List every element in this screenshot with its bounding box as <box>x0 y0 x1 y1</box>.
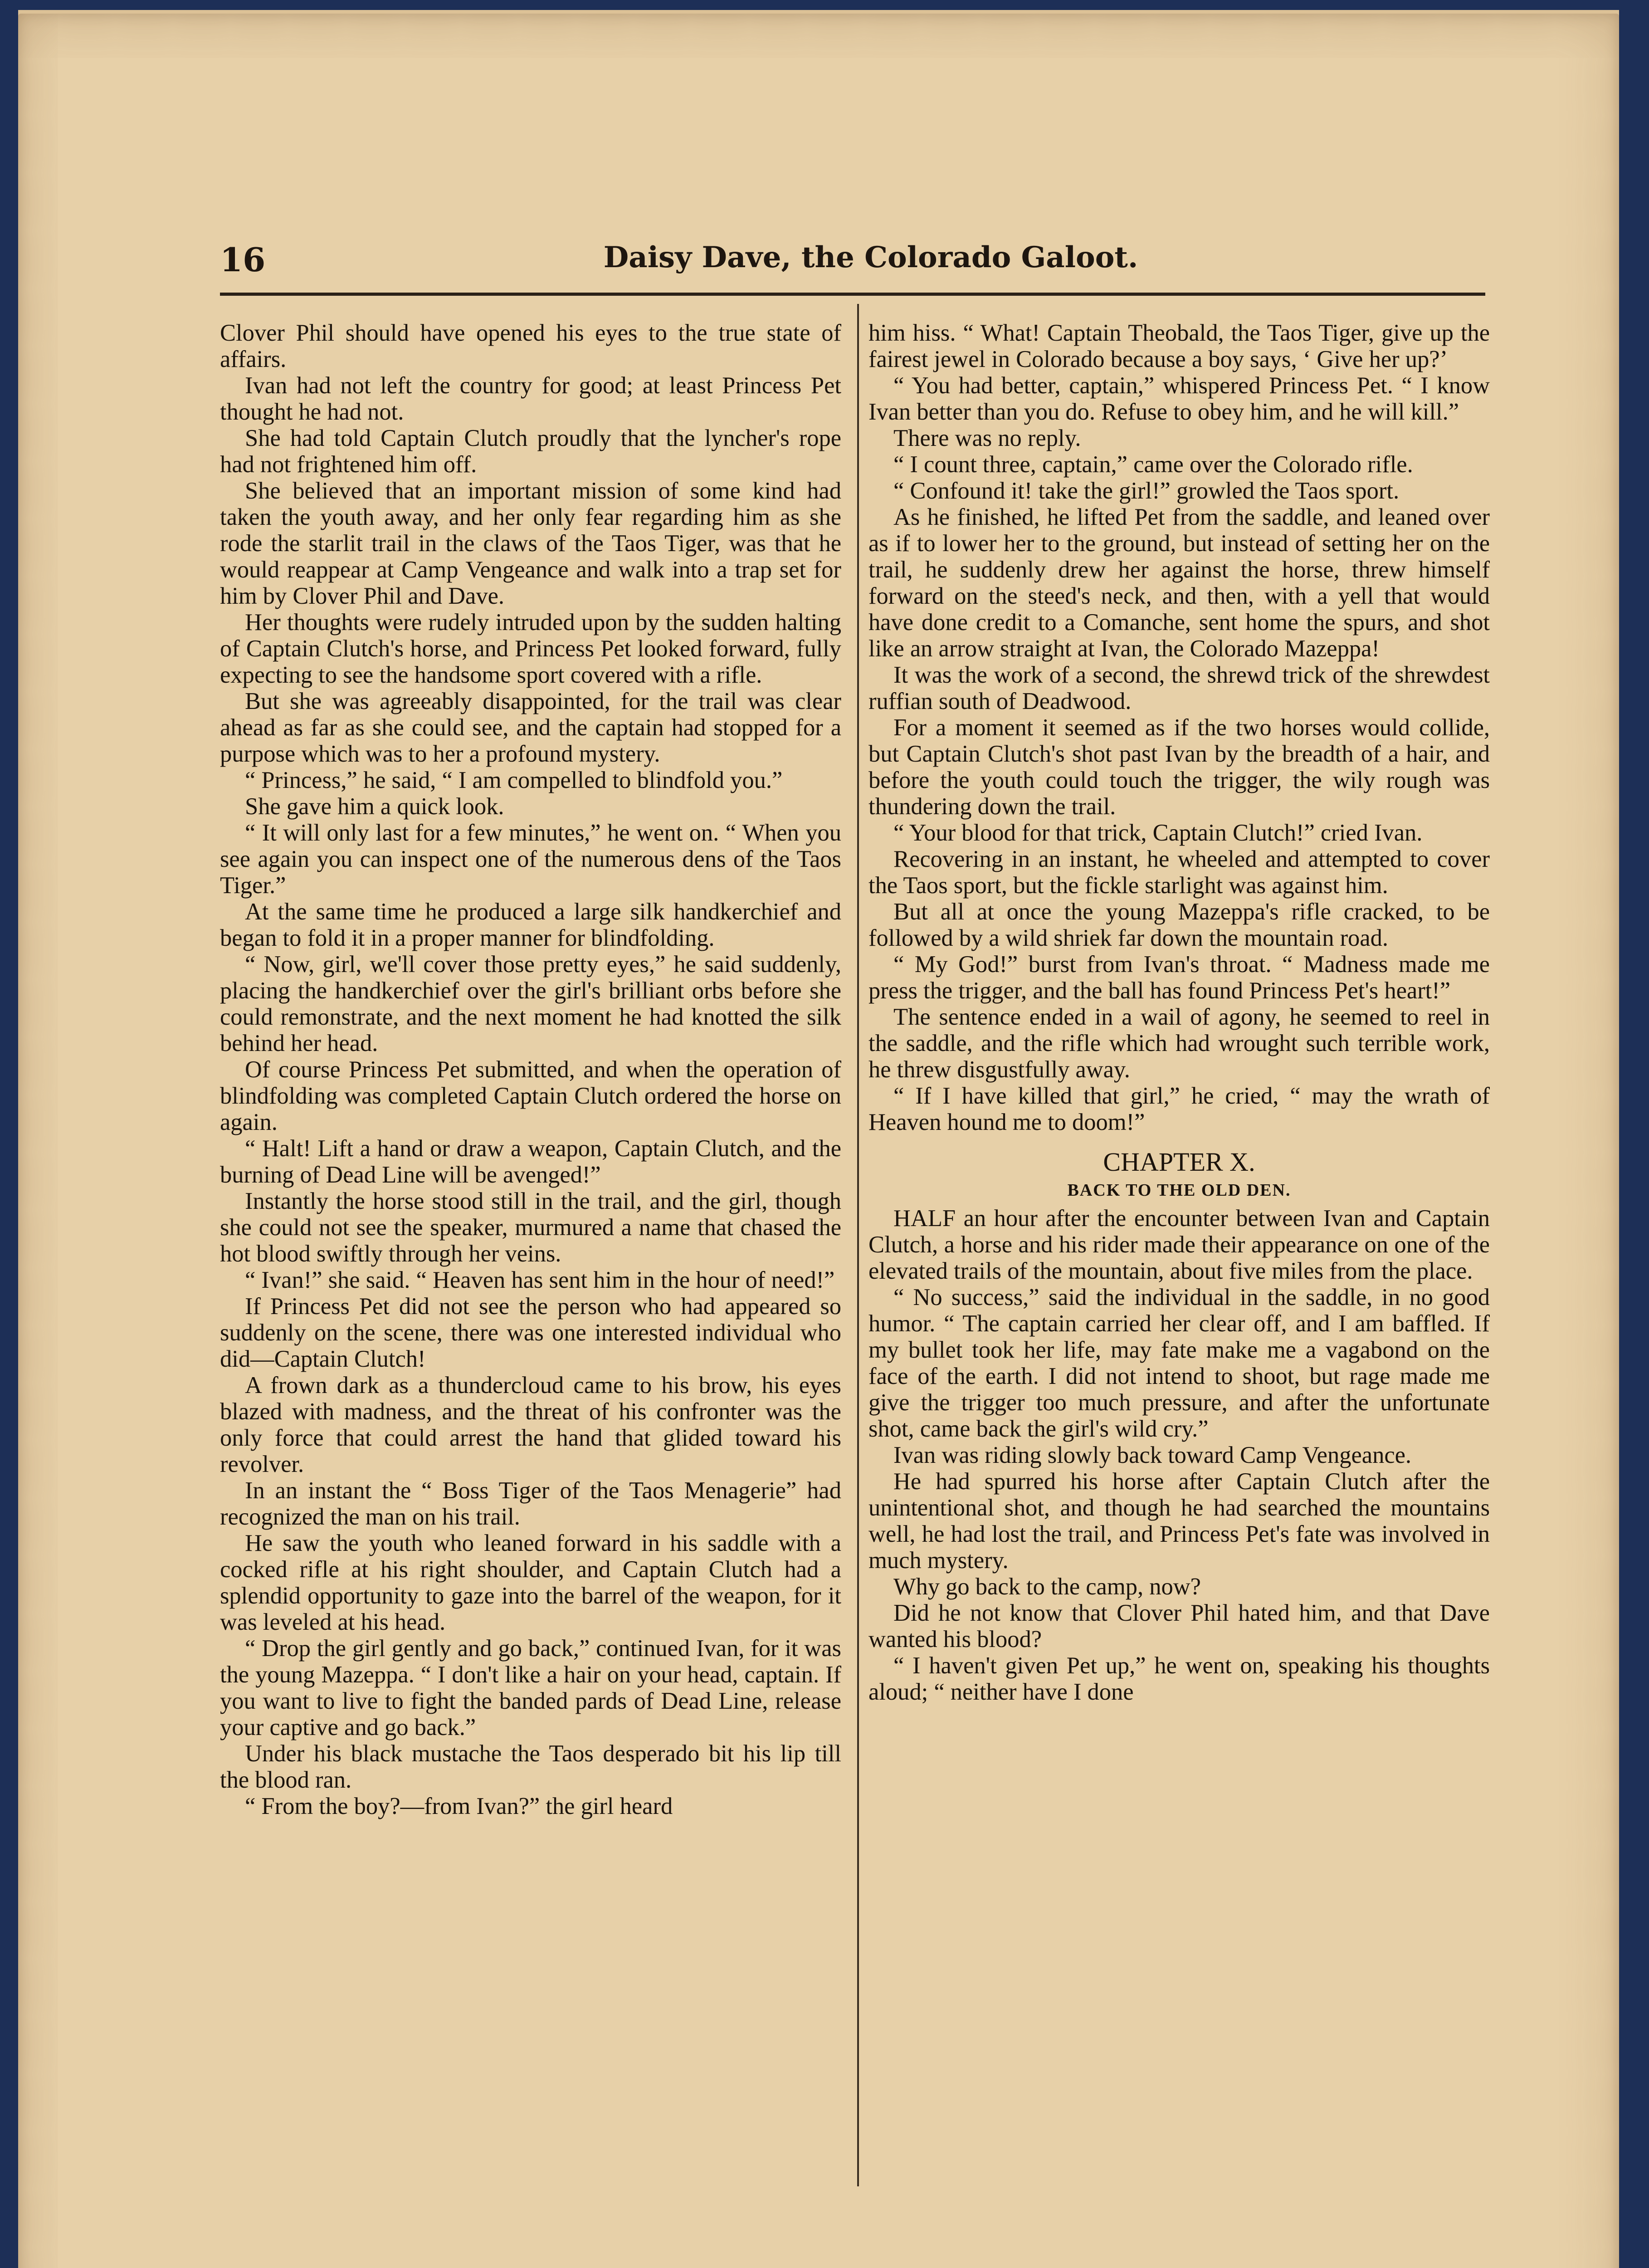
paragraph: If Princess Pet did not see the person who had appeared so suddenly on the scene, there was one interested individual who did—Captain Clutch! <box>220 1293 841 1372</box>
paragraph: In an instant the “ Boss Tiger of the Taos Menagerie” had recognized the man on his trail. <box>220 1477 841 1530</box>
column-divider <box>857 304 859 2186</box>
paragraph: She had told Captain Clutch proudly that the lyncher's rope had not frightened him off. <box>220 425 841 478</box>
paragraph: But all at once the young Mazeppa's rifle cracked, to be followed by a wild shriek far down the mountain road. <box>868 899 1490 951</box>
paragraph: He saw the youth who leaned forward in his saddle with a cocked rifle at his right shoulder, and Captain Clutch had a splendid opportunity to gaze into the barrel of the weapon, for it was leveled at his head. <box>220 1530 841 1635</box>
header-rule <box>220 293 1485 296</box>
paragraph: Under his black mustache the Taos desperado bit his lip till the blood ran. <box>220 1740 841 1793</box>
page-header <box>220 236 1485 290</box>
paragraph: “ Your blood for that trick, Captain Clutch!” cried Ivan. <box>893 820 1423 846</box>
paragraph: “ It will only last for a few minutes,” he went on. “ When you see again you can inspect one of the numerous dens of the Taos Tiger.” <box>220 820 841 899</box>
paragraph: Clover Phil should have opened his eyes to the true state of affairs. <box>220 320 841 372</box>
page-number: 16 <box>220 240 266 279</box>
paragraph: It was the work of a second, the shrewd trick of the shrewdest ruffian south of Deadwood. <box>868 662 1490 714</box>
chapter-subtitle: BACK TO THE OLD DEN. <box>1067 1181 1291 1200</box>
paragraph: Ivan had not left the country for good; at least Princess Pet thought he had not. <box>220 372 841 425</box>
paragraph: He had spurred his horse after Captain Clutch after the unintentional shot, and though he had searched the mountains well, he had lost the trail, and Princess Pet's fate was involved in much mystery. <box>868 1468 1490 1574</box>
right-column <box>868 320 1490 2193</box>
paragraph: Her thoughts were rudely intruded upon by the sudden halting of Captain Clutch's horse, and Princess Pet looked forward, fully expecting to see the handsome sport covered with a rifle. <box>220 609 841 688</box>
paragraph: Recovering in an instant, he wheeled and attempted to cover the Taos sport, but the fickle starlight was against him. <box>868 846 1490 899</box>
paragraph: But she was agreeably disappointed, for the trail was clear ahead as far as she could see, and the captain had stopped for a purpose which was to her a profound mystery. <box>220 688 841 767</box>
chapter-heading: CHAPTER X. <box>1103 1147 1255 1177</box>
paragraph: “ Confound it! take the girl!” growled the Taos sport. <box>893 478 1400 504</box>
paragraph: For a moment it seemed as if the two horses would collide, but Captain Clutch's shot past Ivan by the breadth of a hair, and before the youth could touch the trigger, the wily rough was thundering down the trail. <box>868 714 1490 820</box>
left-column <box>220 320 841 2193</box>
paragraph: Ivan was riding slowly back toward Camp Vengeance. <box>893 1442 1412 1468</box>
paragraph: As he finished, he lifted Pet from the saddle, and leaned over as if to lower her to the ground, but instead of setting her on the trail, he suddenly drew her against the horse, threw himself forward on the steed's neck, and then, with a yell that would have done credit to a Comanche, sent home the spurs, and shot like an arrow straight at Ivan, the Colorado Mazeppa! <box>868 504 1490 662</box>
paragraph: “ I haven't given Pet up,” he went on, speaking his thoughts aloud; “ neither have I done <box>868 1652 1490 1705</box>
paragraph: “ If I have killed that girl,” he cried, “ may the wrath of Heaven hound me to doom!” <box>868 1083 1490 1135</box>
paragraph: “ From the boy?—from Ivan?” the girl heard <box>245 1793 673 1819</box>
paragraph: HALF an hour after the encounter between Ivan and Captain Clutch, a horse and his rider made their appearance on one of the elevated trails of the mountain, about five miles from the place. <box>868 1205 1490 1284</box>
paragraph: The sentence ended in a wail of agony, he seemed to reel in the saddle, and the rifle which had wrought such terrible work, he threw disgustfully away. <box>868 1004 1490 1083</box>
paragraph: At the same time he produced a large silk handkerchief and began to fold it in a proper manner for blindfolding. <box>220 899 841 951</box>
paragraph: him hiss. “ What! Captain Theobald, the Taos Tiger, give up the fairest jewel in Colorado because a boy says, ‘ Give her up?’ <box>868 320 1490 372</box>
paragraph: Did he not know that Clover Phil hated him, and that Dave wanted his blood? <box>868 1600 1490 1652</box>
paragraph: “ Ivan!” she said. “ Heaven has sent him in the hour of need!” <box>245 1267 835 1293</box>
paragraph: “ I count three, captain,” came over the Colorado rifle. <box>893 451 1413 478</box>
paragraph: A frown dark as a thundercloud came to his brow, his eyes blazed with madness, and the threat of his confronter was the only force that could arrest the hand that glided toward his revolver. <box>220 1372 841 1477</box>
paragraph: Why go back to the camp, now? <box>893 1574 1201 1600</box>
paragraph: Of course Princess Pet submitted, and when the operation of blindfolding was completed Captain Clutch ordered the horse on again. <box>220 1056 841 1135</box>
paragraph: “ Halt! Lift a hand or draw a weapon, Captain Clutch, and the burning of Dead Line will be avenged!” <box>220 1135 841 1188</box>
running-title: Daisy Dave, the Colorado Galoot. <box>603 240 1138 274</box>
paragraph: There was no reply. <box>893 425 1081 451</box>
paragraph: She believed that an important mission of some kind had taken the youth away, and her only fear regarding him as she rode the starlit trail in the claws of the Taos Tiger, was that he would reappear at Camp Vengeance and walk into a trap set for him by Clover Phil and Dave. <box>220 478 841 609</box>
paragraph: She gave him a quick look. <box>245 793 504 820</box>
paragraph: “ My God!” burst from Ivan's throat. “ Madness made me press the trigger, and the ball has found Princess Pet's heart!” <box>868 951 1490 1004</box>
paragraph: “ Princess,” he said, “ I am compelled to blindfold you.” <box>245 767 783 793</box>
paragraph: “ You had better, captain,” whispered Princess Pet. “ I know Ivan better than you do. Refuse to obey him, and he will kill.” <box>868 372 1490 425</box>
paragraph: Instantly the horse stood still in the trail, and the girl, though she could not see the speaker, murmured a name that chased the hot blood swiftly through her veins. <box>220 1188 841 1267</box>
paragraph: “ No success,” said the individual in the saddle, in no good humor. “ The captain carried her clear off, and I am baffled. If my bullet took her life, may fate make me a vagabond on the face of the earth. I did not intend to shoot, but rage made me give the trigger too much pressure, and after the unfortunate shot, came back the girl's wild cry.” <box>868 1284 1490 1442</box>
paragraph: “ Drop the girl gently and go back,” continued Ivan, for it was the young Mazeppa. “ I don't like a hair on your head, captain. If you want to live to fight the banded pards of Dead Line, release your captive and go back.” <box>220 1635 841 1740</box>
paragraph: “ Now, girl, we'll cover those pretty eyes,” he said suddenly, placing the handkerchief over the girl's brilliant orbs before she could remonstrate, and the next moment he had knotted the silk behind her head. <box>220 951 841 1056</box>
